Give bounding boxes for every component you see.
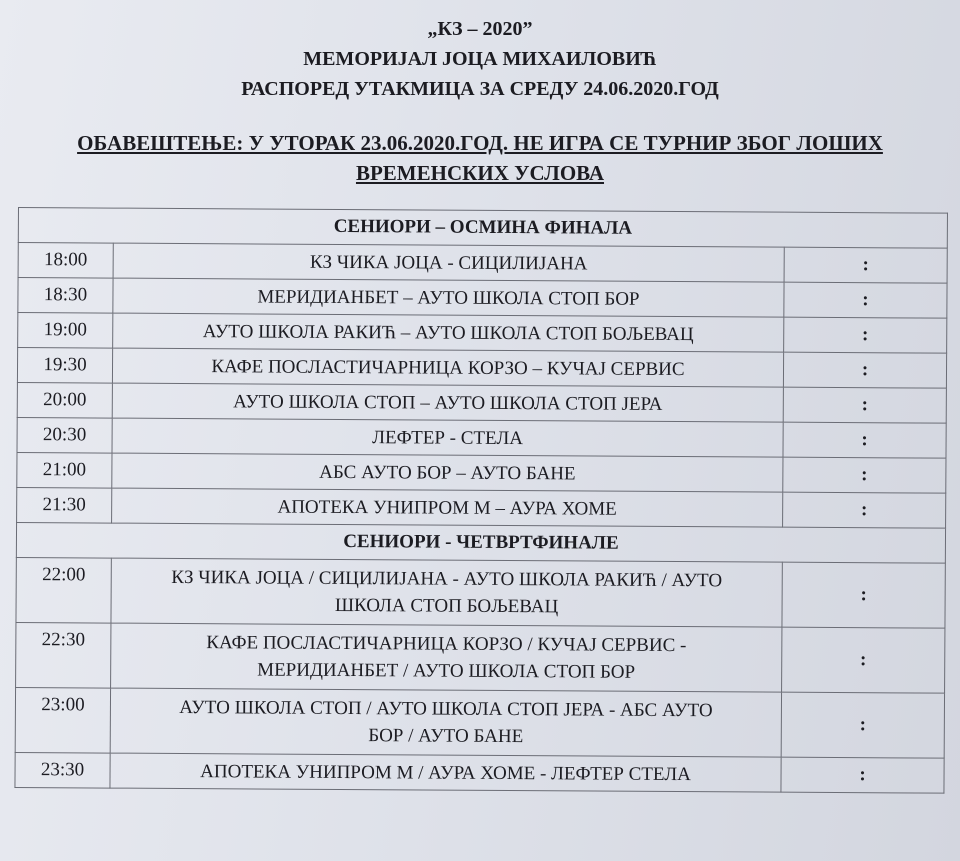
- match-score: :: [783, 422, 946, 458]
- schedule-title: РАСПОРЕД УТАКМИЦА ЗА СРЕДУ 24.06.2020.ГОД: [241, 78, 719, 100]
- match-score: :: [783, 492, 946, 528]
- memorial-title: МЕМОРИЈАЛ ЈОЦА МИХАИЛОВИЋ: [303, 48, 657, 70]
- match-teams: КЗ ЧИКА ЈОЦА - СИЦИЛИЈАНА: [113, 243, 784, 282]
- section-title: СЕНИОРИ – ОСМИНА ФИНАЛА: [18, 208, 947, 249]
- match-time: 19:00: [18, 313, 113, 349]
- match-teams: АБС АУТО БОР – АУТО БАНЕ: [112, 453, 783, 492]
- match-teams: [111, 558, 782, 627]
- weather-notice: [40, 128, 920, 188]
- table-row: [18, 278, 947, 319]
- table-row: [15, 687, 944, 758]
- match-teams: [111, 623, 782, 692]
- match-score: :: [783, 457, 946, 493]
- match-teams: ЛЕФТЕР - СТЕЛА: [112, 418, 783, 457]
- match-score: :: [782, 627, 945, 693]
- table-row: [15, 752, 944, 793]
- match-teams-line-1: КЗ ЧИКА ЈОЦА / СИЦИЛИЈАНА - АУТО ШКОЛА РАКИЋ / АУТО: [171, 566, 723, 592]
- match-teams: [110, 688, 781, 757]
- match-score: :: [782, 562, 945, 628]
- table-row: [17, 487, 946, 528]
- table-row: [17, 452, 946, 493]
- table-row: [17, 348, 946, 389]
- match-score: :: [783, 387, 946, 423]
- match-score: :: [784, 282, 947, 318]
- match-time: 18:30: [18, 278, 113, 314]
- table-row: [18, 313, 947, 354]
- match-teams-line-2: БОР / АУТО БАНЕ: [368, 725, 524, 748]
- table-row: [16, 622, 945, 693]
- match-teams-line-1: АУТО ШКОЛА СТОП / АУТО ШКОЛА СТОП ЈЕРА - АБС АУТО: [179, 696, 713, 722]
- match-schedule-table: [14, 207, 948, 794]
- match-teams-line-2: МЕРИДИАНБЕТ / АУТО ШКОЛА СТОП БОР: [257, 659, 636, 683]
- section-round-of-16: [18, 208, 947, 249]
- match-time: 20:00: [17, 382, 112, 418]
- match-teams: КАФЕ ПОСЛАСТИЧАРНИЦА КОРЗО – КУЧАЈ СЕРВИС: [112, 348, 783, 387]
- tournament-name: „КЗ – 2020”: [427, 18, 533, 40]
- match-score: :: [783, 352, 946, 388]
- match-score: :: [784, 317, 947, 353]
- match-time: 18:00: [18, 243, 113, 279]
- section-title: СЕНИОРИ - ЧЕТВРТФИНАЛЕ: [16, 522, 945, 563]
- match-teams: АПОТЕКА УНИПРОМ М / АУРА ХОМЕ - ЛЕФТЕР СТЕЛА: [110, 753, 781, 792]
- match-time: 21:00: [17, 452, 112, 488]
- section-quarterfinal: [16, 522, 945, 563]
- match-score: :: [781, 692, 944, 758]
- match-time: 21:30: [17, 487, 112, 523]
- table-row: [17, 417, 946, 458]
- match-teams-line-2: ШКОЛА СТОП БОЉЕВАЦ: [334, 594, 559, 618]
- match-time: 23:00: [15, 687, 110, 753]
- notice-line-2: ВРЕМЕНСКИХ УСЛОВА: [355, 161, 605, 185]
- match-score: :: [781, 757, 944, 793]
- match-time: 22:00: [16, 557, 111, 623]
- match-teams: АУТО ШКОЛА РАКИЋ – АУТО ШКОЛА СТОП БОЉЕВАЦ: [113, 313, 784, 352]
- match-time: 23:30: [15, 752, 110, 788]
- match-time: 19:30: [17, 348, 112, 384]
- notice-line-1: ОБАВЕШТЕЊЕ: У УТОРАК 23.06.2020.ГОД. НЕ ИГРА СЕ ТУРНИР ЗБОГ ЛОШИХ: [77, 131, 883, 155]
- match-score: :: [784, 247, 947, 283]
- match-teams: АУТО ШКОЛА СТОП – АУТО ШКОЛА СТОП ЈЕРА: [112, 383, 783, 422]
- match-teams: АПОТЕКА УНИПРОМ М – АУРА ХОМЕ: [112, 488, 783, 527]
- table-row: [17, 382, 946, 423]
- table-row: [18, 243, 947, 284]
- match-time: 20:30: [17, 417, 112, 453]
- match-teams: МЕРИДИАНБЕТ – АУТО ШКОЛА СТОП БОР: [113, 278, 784, 317]
- match-time: 22:30: [16, 622, 111, 688]
- table-row: [16, 557, 945, 628]
- match-teams-line-1: КАФЕ ПОСЛАСТИЧАРНИЦА КОРЗО / КУЧАЈ СЕРВИС -: [206, 632, 687, 657]
